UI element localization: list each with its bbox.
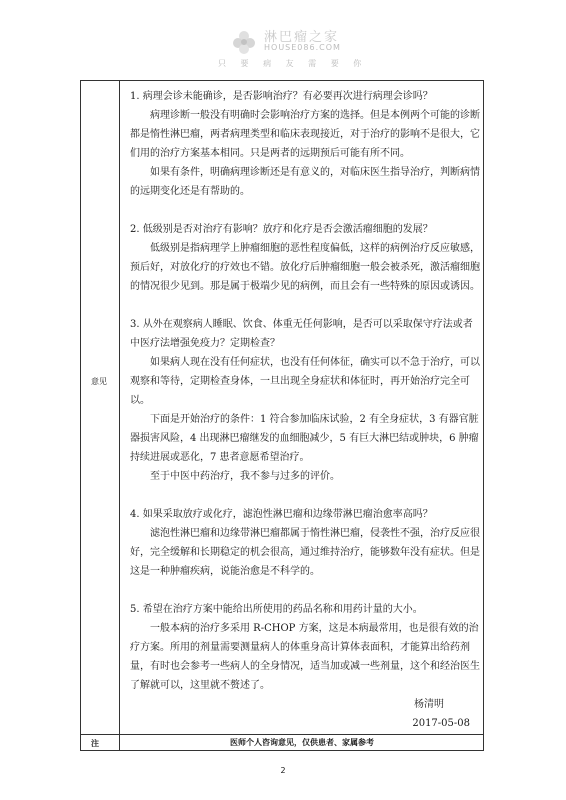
opinion-content <box>130 87 480 733</box>
answer-4-paragraph-1: 滤泡性淋巴瘤和边缘带淋巴瘤都属于惰性淋巴瘤，侵袭性不强，治疗反应很好，完全缓解和长期稳定的机会很高，通过维持治疗，能够数年没有症状。但是这是一种肿瘤疾病，说能治愈是不科学的。 <box>130 528 480 577</box>
page-number: 2 <box>280 766 286 775</box>
watermark-slogan: 只 要 病 友 需 要 你 <box>218 59 368 68</box>
opinion-table <box>80 80 484 751</box>
answer-3-paragraph-2: 下面是开始治疗的条件：1 符合参加临床试验，2 有全身症状，3 有器官脏器损害风险，4 出现淋巴瘤继发的血细胞减少，5 有巨大淋巴结或肿块，6 肿瘤持续进展或恶化，7 患者意愿希望治疗。 <box>130 414 479 463</box>
answer-1-paragraph-1: 病理诊断一般没有明确时会影响治疗方案的选择。但是本例两个可能的诊断都是惰性淋巴瘤，两者病理类型和临床表现接近，对于治疗的影响不是很大，它们用的治疗方案基本相同。只是两者的远期预后可能有所不同。 <box>130 110 480 159</box>
question-5: 5. 希望在治疗方案中能给出所使用的药品名称和用药计量的大小。 <box>130 604 423 615</box>
answer-3-paragraph-3: 至于中医中药治疗，我不参与过多的评价。 <box>150 471 340 482</box>
question-4: 4. 如果采取放疗或化疗，滤泡性淋巴瘤和边缘带淋巴瘤治愈率高吗？ <box>130 509 433 520</box>
column-divider <box>119 81 120 750</box>
disclaimer-note: 医师个人咨询意见，仅供患者、家属参考 <box>230 738 374 747</box>
answer-1-paragraph-2: 如果有条件，明确病理诊断还是有意义的，对临床医生指导治疗，判断病情的远期变化还是有帮助的。 <box>130 167 480 197</box>
watermark-title: 淋巴瘤之家 <box>264 30 340 45</box>
opinion-label: 意见 <box>91 377 107 386</box>
logo-flower-icon <box>230 28 258 56</box>
watermark-logo <box>218 26 370 70</box>
answer-5-paragraph-1: 一般本病的治疗多采用 R-CHOP 方案，这是本病最常用，也是很有效的治疗方案。所用的剂量需要测量病人的体重身高计算体表面积，才能算出给药剂量，有时也会参考一些病人的全身情况，适当加或减一些剂量，这个和经治医生了解就可以，这里就不赘述了。 <box>130 623 480 691</box>
note-label: 注 <box>91 739 99 748</box>
watermark-url: HOUSE086.COM <box>264 43 341 52</box>
signature: 杨清明 <box>414 699 444 710</box>
signature-date: 2017-05-08 <box>412 718 470 729</box>
answer-2-paragraph-1: 低级别是指病理学上肿瘤细胞的恶性程度偏低，这样的病例治疗反应敏感，预后好，对放化疗的疗效也不错。放化疗后肿瘤细胞一般会被杀死，激活瘤细胞的情况很少见到。那是属于极端少见的病例，而且会有一些特殊的原因或诱因。 <box>130 243 480 292</box>
question-2: 2. 低级别是否对治疗有影响？放疗和化疗是否会激活瘤细胞的发展？ <box>130 224 433 235</box>
question-3: 3. 从外在观察病人睡眠、饮食、体重无任何影响，是否可以采取保守疗法或者中医疗法增强免疫力？定期检查？ <box>130 319 473 349</box>
answer-3-paragraph-1: 如果病人现在没有任何症状，也没有任何体征，确实可以不急于治疗，可以观察和等待，定期检查身体，一旦出现全身症状和体征时，再开始治疗完全可以。 <box>130 357 480 406</box>
question-1: 1. 病理会诊未能确诊，是否影响治疗？有必要再次进行病理会诊吗？ <box>130 91 433 102</box>
